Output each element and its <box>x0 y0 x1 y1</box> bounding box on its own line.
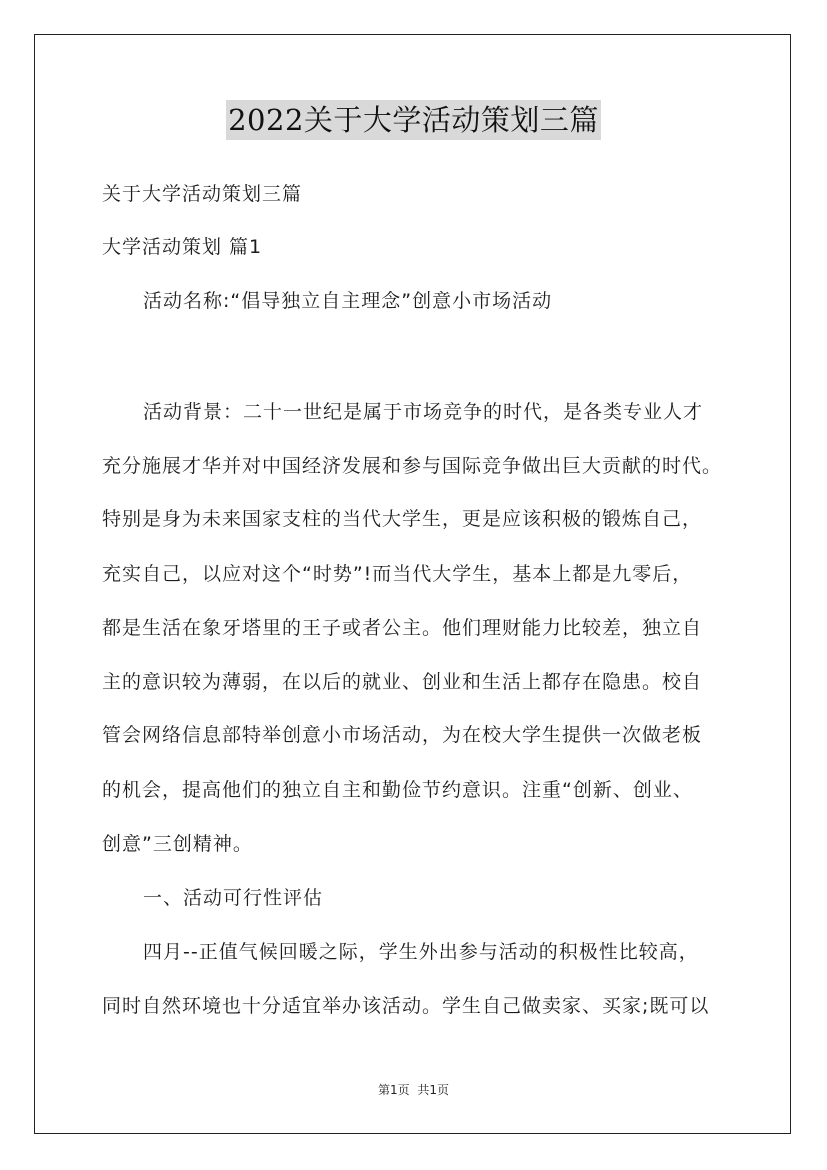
section-heading: 大学活动策划 篇1 <box>102 236 263 258</box>
page-number: 第1页 <box>377 1083 410 1097</box>
background-line: 的机会，提高他们的独立自主和勤俭节约意识。注重“创新、创业、 <box>102 779 693 801</box>
background-line: 充实自己，以应对这个“时势”!而当代大学生，基本上都是九零后， <box>102 563 693 585</box>
title-container <box>0 100 827 140</box>
feasibility-heading: 一、活动可行性评估 <box>143 887 324 909</box>
background-line: 创意”三创精神。 <box>102 833 253 855</box>
background-line: 主的意识较为薄弱，在以后的就业、创业和生活上都存在隐患。校自 <box>102 671 703 693</box>
activity-name: 活动名称:“倡导独立自主理念”创意小市场活动 <box>143 290 553 312</box>
document-subtitle: 关于大学活动策划三篇 <box>102 183 303 205</box>
feasibility-line: 四月--正值气候回暖之际，学生外出参与活动的积极性比较高， <box>143 941 699 963</box>
background-line: 特别是身为未来国家支柱的当代大学生，更是应该积极的锻炼自己， <box>102 508 703 530</box>
document-title: 2022关于大学活动策划三篇 <box>226 100 601 140</box>
page-total: 共1页 <box>417 1083 450 1097</box>
background-line: 都是生活在象牙塔里的王子或者公主。他们理财能力比较差，独立自 <box>102 617 703 639</box>
feasibility-line: 同时自然环境也十分适宜举办该活动。学生自己做卖家、买家;既可以 <box>102 995 710 1017</box>
background-line: 充分施展才华并对中国经济发展和参与国际竞争做出巨大贡献的时代。 <box>102 455 723 477</box>
background-line: 管会网络信息部特举创意小市场活动，为在校大学生提供一次做老板 <box>102 724 703 746</box>
background-line: 活动背景：二十一世纪是属于市场竞争的时代，是各类专业人才 <box>143 401 704 423</box>
page-footer <box>0 1082 827 1098</box>
